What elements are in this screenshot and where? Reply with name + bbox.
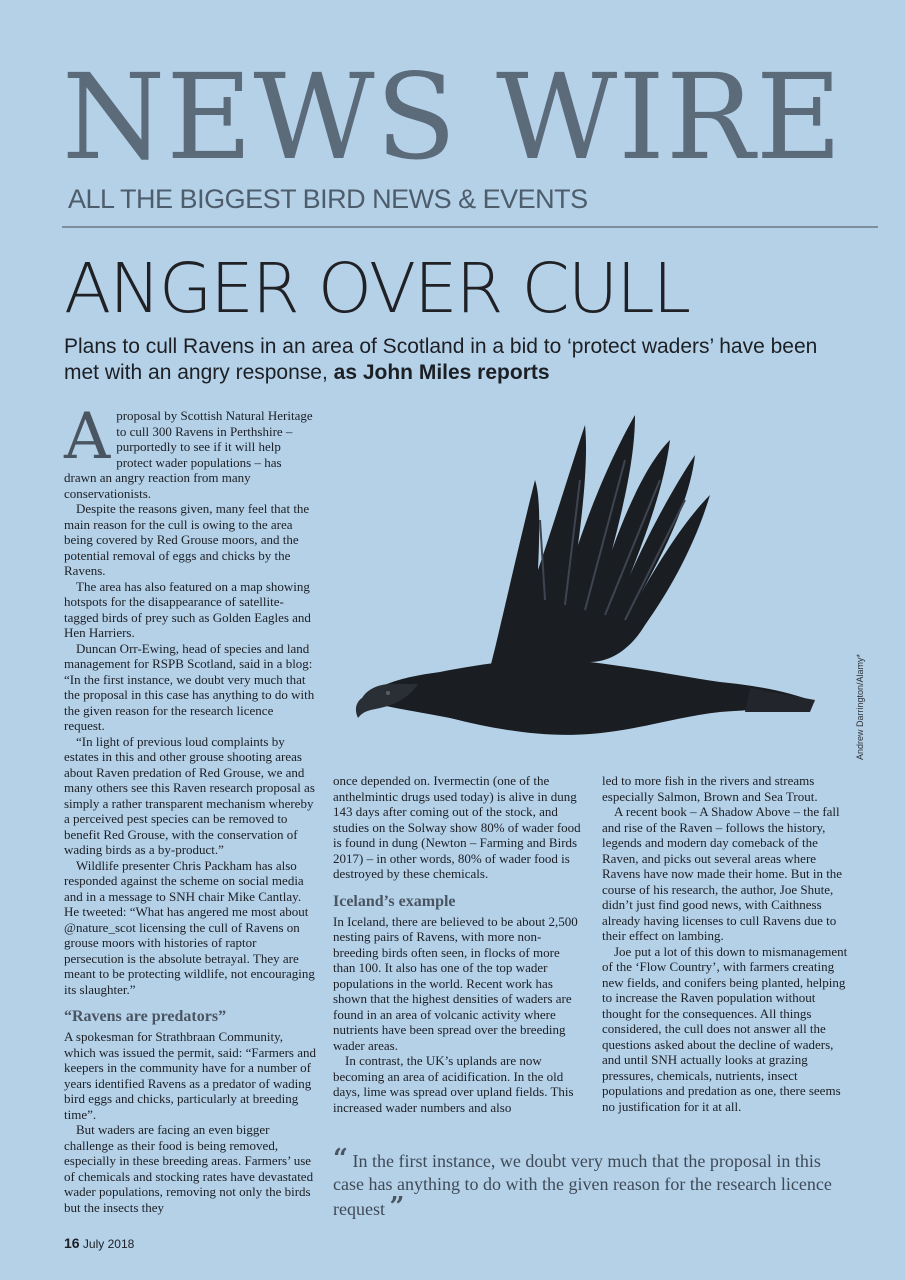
article-paragraph: A recent book – A Shadow Above – the fall and rise of the Raven – follows the history, legends and modern day comeback of the Raven, and picks out several areas where Ravens have now made their home. But in the course of his research, the author, Joe Shute, didn’t just find good news, with Caithness already having licenses to cull Ravens due to their effect on lambing. xyxy=(602,804,843,943)
article-paragraph: Joe put a lot of this down to mismanagement of the ‘Flow Country’, with farmers creating new fields, and conifers being planted, helping to increase the Raven population without thought for the consequences. All things considered, the cull does not answer all the questions asked about the decline of waders, and until SNH actually looks at grazing pressures, chemicals, nutrients, insect populations and predation as one, there seems no justification for it at all. xyxy=(602,943,848,1114)
masthead-title: NEWS WIRE xyxy=(62,48,843,186)
page-number: 16 xyxy=(64,1235,80,1251)
close-quote-icon: ” xyxy=(389,1192,405,1222)
article-paragraph: Duncan Orr-Ewing, head of species and land management for RSPB Scotland, said in a blog: “In the first instance, we doubt very much that the proposal in this case has anything to do with the given reason for the research licence request. xyxy=(64,640,315,733)
pull-quote-text: In the first instance, we doubt very much that the proposal in this case has anything to do with the given reason for the research licence request xyxy=(333,1151,832,1219)
article-paragraph: Wildlife presenter Chris Packham has also responded against the scheme on social media and in a message to SNH chair Mike Cantlay. He tweeted: “What has angered me most about @nature_scot licensing the cull of Ravens on grouse moors with histories of raptor persecution is the absolute betrayal. They are meant to be protecting wildlife, not encouraging its slaughter.” xyxy=(64,857,315,997)
article-column-2 xyxy=(333,773,585,1115)
article-subheading: Iceland’s example xyxy=(333,892,456,910)
photo-credit: Andrew Darrington/Alamy* xyxy=(855,653,865,760)
article-standfirst xyxy=(64,334,854,386)
masthead-divider xyxy=(62,226,878,228)
article-paragraph: Aproposal by Scottish Natural Heritage to cull 300 Ravens in Perthshire – purportedly to see if it will help protect wader populations – has drawn an angry reaction from many conservationists. xyxy=(64,400,313,501)
article-paragraph: Despite the reasons given, many feel that the main reason for the cull is owing to the area being covered by Red Grouse moors, and the potential removal of eggs and chicks by the Ravens. xyxy=(64,501,310,578)
article-subheading: “Ravens are predators” xyxy=(64,1008,227,1025)
pull-quote xyxy=(333,1144,843,1222)
article-paragraph: led to more fish in the rivers and streams especially Salmon, Brown and Sea Trout. xyxy=(602,773,818,804)
issue-date: July 2018 xyxy=(82,1237,135,1251)
masthead-strapline: ALL THE BIGGEST BIRD NEWS & EVENTS xyxy=(68,184,588,214)
standfirst-text: Plans to cull Ravens in an area of Scotland in a bid to ‘protect waders’ have been met with an angry response, xyxy=(64,335,818,384)
article-byline: as John Miles reports xyxy=(333,361,550,384)
article-paragraph: once depended on. Ivermectin (one of the anthelmintic drugs used today) is alive in dung 143 days after coming out of the stock, and studies on the Solway show 80% of wader food is found in dung (Newton – Farming and Birds 2017) – in other words, 80% of wader food is destroyed by these chemicals. xyxy=(333,773,581,881)
raven-photo xyxy=(340,400,840,760)
article-headline: ANGER OVER CULL xyxy=(64,249,690,329)
article-paragraph: “In light of previous loud complaints by estates in this and other grouse shooting areas about Raven predation of Red Grouse, we and many others see this Raven research proposal as simply a rather transparent mechanism whereby a perceived pest species can be removed to benefit Red Grouse, with the conservation of wading birds as a by-product.” xyxy=(64,733,315,857)
article-paragraph: The area has also featured on a map showing hotspots for the disappearance of satellite-tagged birds of prey such as Golden Eagles and Hen Harriers. xyxy=(64,578,311,640)
article-column-1 xyxy=(64,400,316,1215)
article-paragraph: In contrast, the UK’s uplands are now becoming an area of acidification. In the old days, lime was spread over upland fields. This increased wader numbers and also xyxy=(333,1053,574,1115)
article-paragraph: A spokesman for Strathbraan Community, which was issued the permit, said: “Farmers and keepers in the community have for a number of years identified Ravens as a predator of wading bird eggs and chicks, particularly at breeding time”. xyxy=(64,1029,316,1122)
page-footer xyxy=(64,1235,134,1251)
open-quote-icon: “ xyxy=(333,1144,348,1174)
article-paragraph: But waders are facing an even bigger challenge as their food is being removed, especially in these breeding areas. Farmers’ use of chemicals and stocking rates have devastated wader populations, removing not only the birds but the insects they xyxy=(64,1122,314,1215)
drop-cap: A xyxy=(64,400,111,474)
article-paragraph: In Iceland, there are believed to be about 2,500 nesting pairs of Ravens, with more non-breeding birds often seen, in flocks of more than 100. It also has one of the top wader populations in the world. Recent work has shown that the highest densities of waders are found in an area of volcanic activity where nutrients have been spread over the breeding wader areas. xyxy=(333,913,578,1053)
article-column-3 xyxy=(602,773,854,1114)
